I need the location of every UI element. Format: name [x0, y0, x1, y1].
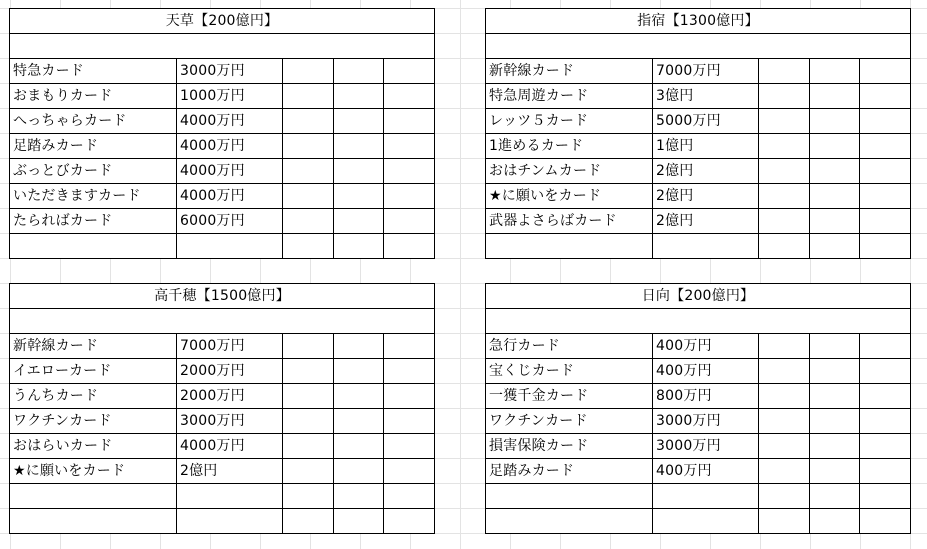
table-row: [10, 434, 435, 459]
table-title[interactable]: 高千穂【1500億円】: [10, 284, 435, 309]
card-name-cell[interactable]: 急行カード: [486, 334, 653, 359]
card-name-cell[interactable]: 1進めるカード: [486, 134, 653, 159]
card-price-cell[interactable]: 2000万円: [177, 384, 283, 409]
empty-cell[interactable]: [384, 84, 435, 109]
card-name-cell[interactable]: 新幹線カード: [486, 59, 653, 84]
table-row: [486, 84, 911, 109]
empty-cell[interactable]: [334, 184, 384, 209]
empty-cell[interactable]: [334, 84, 384, 109]
empty-cell[interactable]: [283, 84, 334, 109]
empty-cell[interactable]: [384, 109, 435, 134]
empty-cell[interactable]: [334, 459, 384, 484]
empty-cell[interactable]: [283, 484, 334, 509]
card-price-cell[interactable]: 6000万円: [177, 209, 283, 234]
empty-cell[interactable]: [334, 109, 384, 134]
table-ibusuki: [485, 8, 911, 259]
empty-cell[interactable]: [810, 159, 860, 184]
empty-cell[interactable]: [860, 409, 911, 434]
empty-cell[interactable]: [384, 209, 435, 234]
table-row: [486, 109, 911, 134]
table-row: [486, 234, 911, 259]
card-price-cell[interactable]: 2000万円: [177, 359, 283, 384]
card-name-cell[interactable]: 宝くじカード: [486, 359, 653, 384]
blank-row-cell[interactable]: [486, 34, 911, 59]
empty-cell[interactable]: [759, 384, 810, 409]
empty-cell[interactable]: [810, 184, 860, 209]
card-price-cell[interactable]: 4000万円: [177, 134, 283, 159]
card-price-cell[interactable]: 1億円: [653, 134, 759, 159]
card-price-cell[interactable]: 400万円: [653, 359, 759, 384]
table-row: [10, 409, 435, 434]
card-price-cell[interactable]: 3000万円: [177, 59, 283, 84]
blank-row-cell[interactable]: [486, 309, 911, 334]
table-row: [486, 384, 911, 409]
table-row: [486, 59, 911, 84]
card-name-cell[interactable]: 新幹線カード: [10, 334, 177, 359]
card-price-cell[interactable]: 3000万円: [177, 409, 283, 434]
empty-cell[interactable]: [384, 59, 435, 84]
table-row: [10, 234, 435, 259]
empty-cell[interactable]: [860, 209, 911, 234]
empty-cell[interactable]: [283, 359, 334, 384]
empty-cell[interactable]: [283, 384, 334, 409]
card-name-cell[interactable]: [10, 234, 177, 259]
blank-row-cell[interactable]: [10, 34, 435, 59]
table-title[interactable]: 日向【200億円】: [486, 284, 911, 309]
table-title[interactable]: 指宿【1300億円】: [486, 9, 911, 34]
empty-cell[interactable]: [384, 159, 435, 184]
empty-cell[interactable]: [283, 459, 334, 484]
empty-cell[interactable]: [283, 59, 334, 84]
table-row: [486, 134, 911, 159]
card-name-cell[interactable]: 足踏みカード: [486, 459, 653, 484]
card-name-cell[interactable]: 一獲千金カード: [486, 384, 653, 409]
empty-cell[interactable]: [810, 409, 860, 434]
table-row: [10, 84, 435, 109]
card-name-cell[interactable]: [10, 484, 177, 509]
empty-cell[interactable]: [759, 159, 810, 184]
card-name-cell[interactable]: ワクチンカード: [10, 409, 177, 434]
empty-cell[interactable]: [334, 159, 384, 184]
table-row: [10, 134, 435, 159]
table-row: [10, 159, 435, 184]
table-row: [10, 359, 435, 384]
empty-cell[interactable]: [384, 484, 435, 509]
empty-cell[interactable]: [334, 359, 384, 384]
card-price-cell[interactable]: [653, 509, 759, 534]
card-price-cell[interactable]: 400万円: [653, 334, 759, 359]
card-price-cell[interactable]: 7000万円: [177, 334, 283, 359]
empty-cell[interactable]: [759, 184, 810, 209]
empty-cell[interactable]: [334, 484, 384, 509]
empty-cell[interactable]: [384, 134, 435, 159]
empty-cell[interactable]: [810, 384, 860, 409]
empty-cell[interactable]: [759, 359, 810, 384]
empty-cell[interactable]: [283, 184, 334, 209]
table-row: [10, 384, 435, 409]
empty-cell[interactable]: [860, 384, 911, 409]
card-name-cell[interactable]: 損害保険カード: [486, 434, 653, 459]
card-name-cell[interactable]: うんちカード: [10, 384, 177, 409]
empty-cell[interactable]: [283, 509, 334, 534]
table-row: [10, 109, 435, 134]
empty-cell[interactable]: [384, 334, 435, 359]
table-row: [486, 484, 911, 509]
card-price-cell[interactable]: [177, 484, 283, 509]
card-price-cell[interactable]: [653, 484, 759, 509]
empty-cell[interactable]: [384, 184, 435, 209]
empty-cell[interactable]: [283, 159, 334, 184]
card-price-cell[interactable]: 4000万円: [177, 159, 283, 184]
card-name-cell[interactable]: [486, 484, 653, 509]
empty-cell[interactable]: [759, 484, 810, 509]
card-name-cell[interactable]: ★に願いをカード: [10, 459, 177, 484]
table-row: [486, 359, 911, 384]
card-name-cell[interactable]: おまもりカード: [10, 84, 177, 109]
empty-cell[interactable]: [384, 509, 435, 534]
empty-cell[interactable]: [860, 159, 911, 184]
empty-cell[interactable]: [334, 59, 384, 84]
empty-cell[interactable]: [759, 234, 810, 259]
empty-cell[interactable]: [334, 234, 384, 259]
empty-cell[interactable]: [860, 59, 911, 84]
card-name-cell[interactable]: ワクチンカード: [486, 409, 653, 434]
empty-cell[interactable]: [384, 384, 435, 409]
card-price-cell[interactable]: 5000万円: [653, 109, 759, 134]
empty-cell[interactable]: [810, 359, 860, 384]
card-name-cell[interactable]: [486, 234, 653, 259]
card-name-cell[interactable]: [10, 509, 177, 534]
card-name-cell[interactable]: いただきますカード: [10, 184, 177, 209]
table-title[interactable]: 天草【200億円】: [10, 9, 435, 34]
card-name-cell[interactable]: イエローカード: [10, 359, 177, 384]
card-price-cell[interactable]: 3000万円: [653, 434, 759, 459]
empty-cell[interactable]: [283, 234, 334, 259]
empty-cell[interactable]: [334, 134, 384, 159]
empty-cell[interactable]: [384, 434, 435, 459]
card-price-cell[interactable]: 400万円: [653, 459, 759, 484]
empty-cell[interactable]: [810, 59, 860, 84]
empty-cell[interactable]: [283, 209, 334, 234]
card-name-cell[interactable]: [486, 509, 653, 534]
empty-cell[interactable]: [860, 234, 911, 259]
card-name-cell[interactable]: たらればカード: [10, 209, 177, 234]
card-price-cell[interactable]: 2億円: [653, 159, 759, 184]
table-row: [486, 334, 911, 359]
empty-cell[interactable]: [759, 509, 810, 534]
empty-cell[interactable]: [810, 459, 860, 484]
card-price-cell[interactable]: 4000万円: [177, 434, 283, 459]
empty-cell[interactable]: [810, 109, 860, 134]
card-name-cell[interactable]: おはチンムカード: [486, 159, 653, 184]
empty-cell[interactable]: [810, 84, 860, 109]
empty-cell[interactable]: [860, 484, 911, 509]
empty-cell[interactable]: [759, 434, 810, 459]
card-name-cell[interactable]: ぶっとびカード: [10, 159, 177, 184]
empty-cell[interactable]: [810, 134, 860, 159]
card-price-cell[interactable]: 7000万円: [653, 59, 759, 84]
table-row: [486, 209, 911, 234]
card-name-cell[interactable]: 特急カード: [10, 59, 177, 84]
empty-cell[interactable]: [810, 234, 860, 259]
card-price-cell[interactable]: [177, 509, 283, 534]
empty-cell[interactable]: [759, 209, 810, 234]
table-row: [486, 459, 911, 484]
empty-cell[interactable]: [334, 509, 384, 534]
empty-cell[interactable]: [860, 509, 911, 534]
card-name-cell[interactable]: 武器よさらばカード: [486, 209, 653, 234]
empty-cell[interactable]: [860, 134, 911, 159]
empty-cell[interactable]: [384, 234, 435, 259]
card-name-cell[interactable]: へっちゃらカード: [10, 109, 177, 134]
empty-cell[interactable]: [334, 434, 384, 459]
empty-cell[interactable]: [810, 434, 860, 459]
table-row: [486, 509, 911, 534]
card-price-cell[interactable]: 4000万円: [177, 184, 283, 209]
empty-cell[interactable]: [860, 109, 911, 134]
empty-cell[interactable]: [759, 109, 810, 134]
empty-cell[interactable]: [384, 409, 435, 434]
table-row: [10, 59, 435, 84]
empty-cell[interactable]: [759, 84, 810, 109]
table-row: [486, 434, 911, 459]
empty-cell[interactable]: [860, 459, 911, 484]
table-row: [10, 459, 435, 484]
empty-cell[interactable]: [334, 384, 384, 409]
table-row: [10, 184, 435, 209]
blank-row-cell[interactable]: [10, 309, 435, 334]
empty-cell[interactable]: [334, 334, 384, 359]
table-row: [486, 184, 911, 209]
empty-cell[interactable]: [759, 59, 810, 84]
card-name-cell[interactable]: ★に願いをカード: [486, 184, 653, 209]
table-row: [10, 509, 435, 534]
empty-cell[interactable]: [384, 359, 435, 384]
empty-cell[interactable]: [860, 434, 911, 459]
empty-cell[interactable]: [810, 484, 860, 509]
card-price-cell[interactable]: 2億円: [653, 184, 759, 209]
empty-cell[interactable]: [759, 334, 810, 359]
table-row: [10, 209, 435, 234]
card-price-cell[interactable]: 2億円: [177, 459, 283, 484]
card-price-cell[interactable]: 2億円: [653, 209, 759, 234]
table-row: [486, 409, 911, 434]
card-price-cell[interactable]: 3000万円: [653, 409, 759, 434]
empty-cell[interactable]: [283, 134, 334, 159]
table-amakusa: [9, 8, 435, 259]
empty-cell[interactable]: [759, 459, 810, 484]
empty-cell[interactable]: [810, 509, 860, 534]
card-name-cell[interactable]: おはらいカード: [10, 434, 177, 459]
card-price-cell[interactable]: 800万円: [653, 384, 759, 409]
empty-cell[interactable]: [860, 84, 911, 109]
empty-cell[interactable]: [384, 459, 435, 484]
empty-cell[interactable]: [334, 209, 384, 234]
empty-cell[interactable]: [283, 409, 334, 434]
empty-cell[interactable]: [759, 134, 810, 159]
empty-cell[interactable]: [810, 209, 860, 234]
empty-cell[interactable]: [860, 184, 911, 209]
table-row: [10, 484, 435, 509]
empty-cell[interactable]: [759, 409, 810, 434]
table-row: [486, 159, 911, 184]
empty-cell[interactable]: [860, 359, 911, 384]
table-row: [10, 334, 435, 359]
card-price-cell[interactable]: [653, 234, 759, 259]
table-hyuga: [485, 283, 911, 534]
card-name-cell[interactable]: レッツ５カード: [486, 109, 653, 134]
card-price-cell[interactable]: [177, 234, 283, 259]
empty-cell[interactable]: [860, 334, 911, 359]
empty-cell[interactable]: [283, 334, 334, 359]
card-name-cell[interactable]: 足踏みカード: [10, 134, 177, 159]
table-takachiho: [9, 283, 435, 534]
card-name-cell[interactable]: 特急周遊カード: [486, 84, 653, 109]
empty-cell[interactable]: [283, 109, 334, 134]
card-price-cell[interactable]: 1000万円: [177, 84, 283, 109]
empty-cell[interactable]: [283, 434, 334, 459]
empty-cell[interactable]: [810, 334, 860, 359]
card-price-cell[interactable]: 3億円: [653, 84, 759, 109]
card-price-cell[interactable]: 4000万円: [177, 109, 283, 134]
empty-cell[interactable]: [334, 409, 384, 434]
